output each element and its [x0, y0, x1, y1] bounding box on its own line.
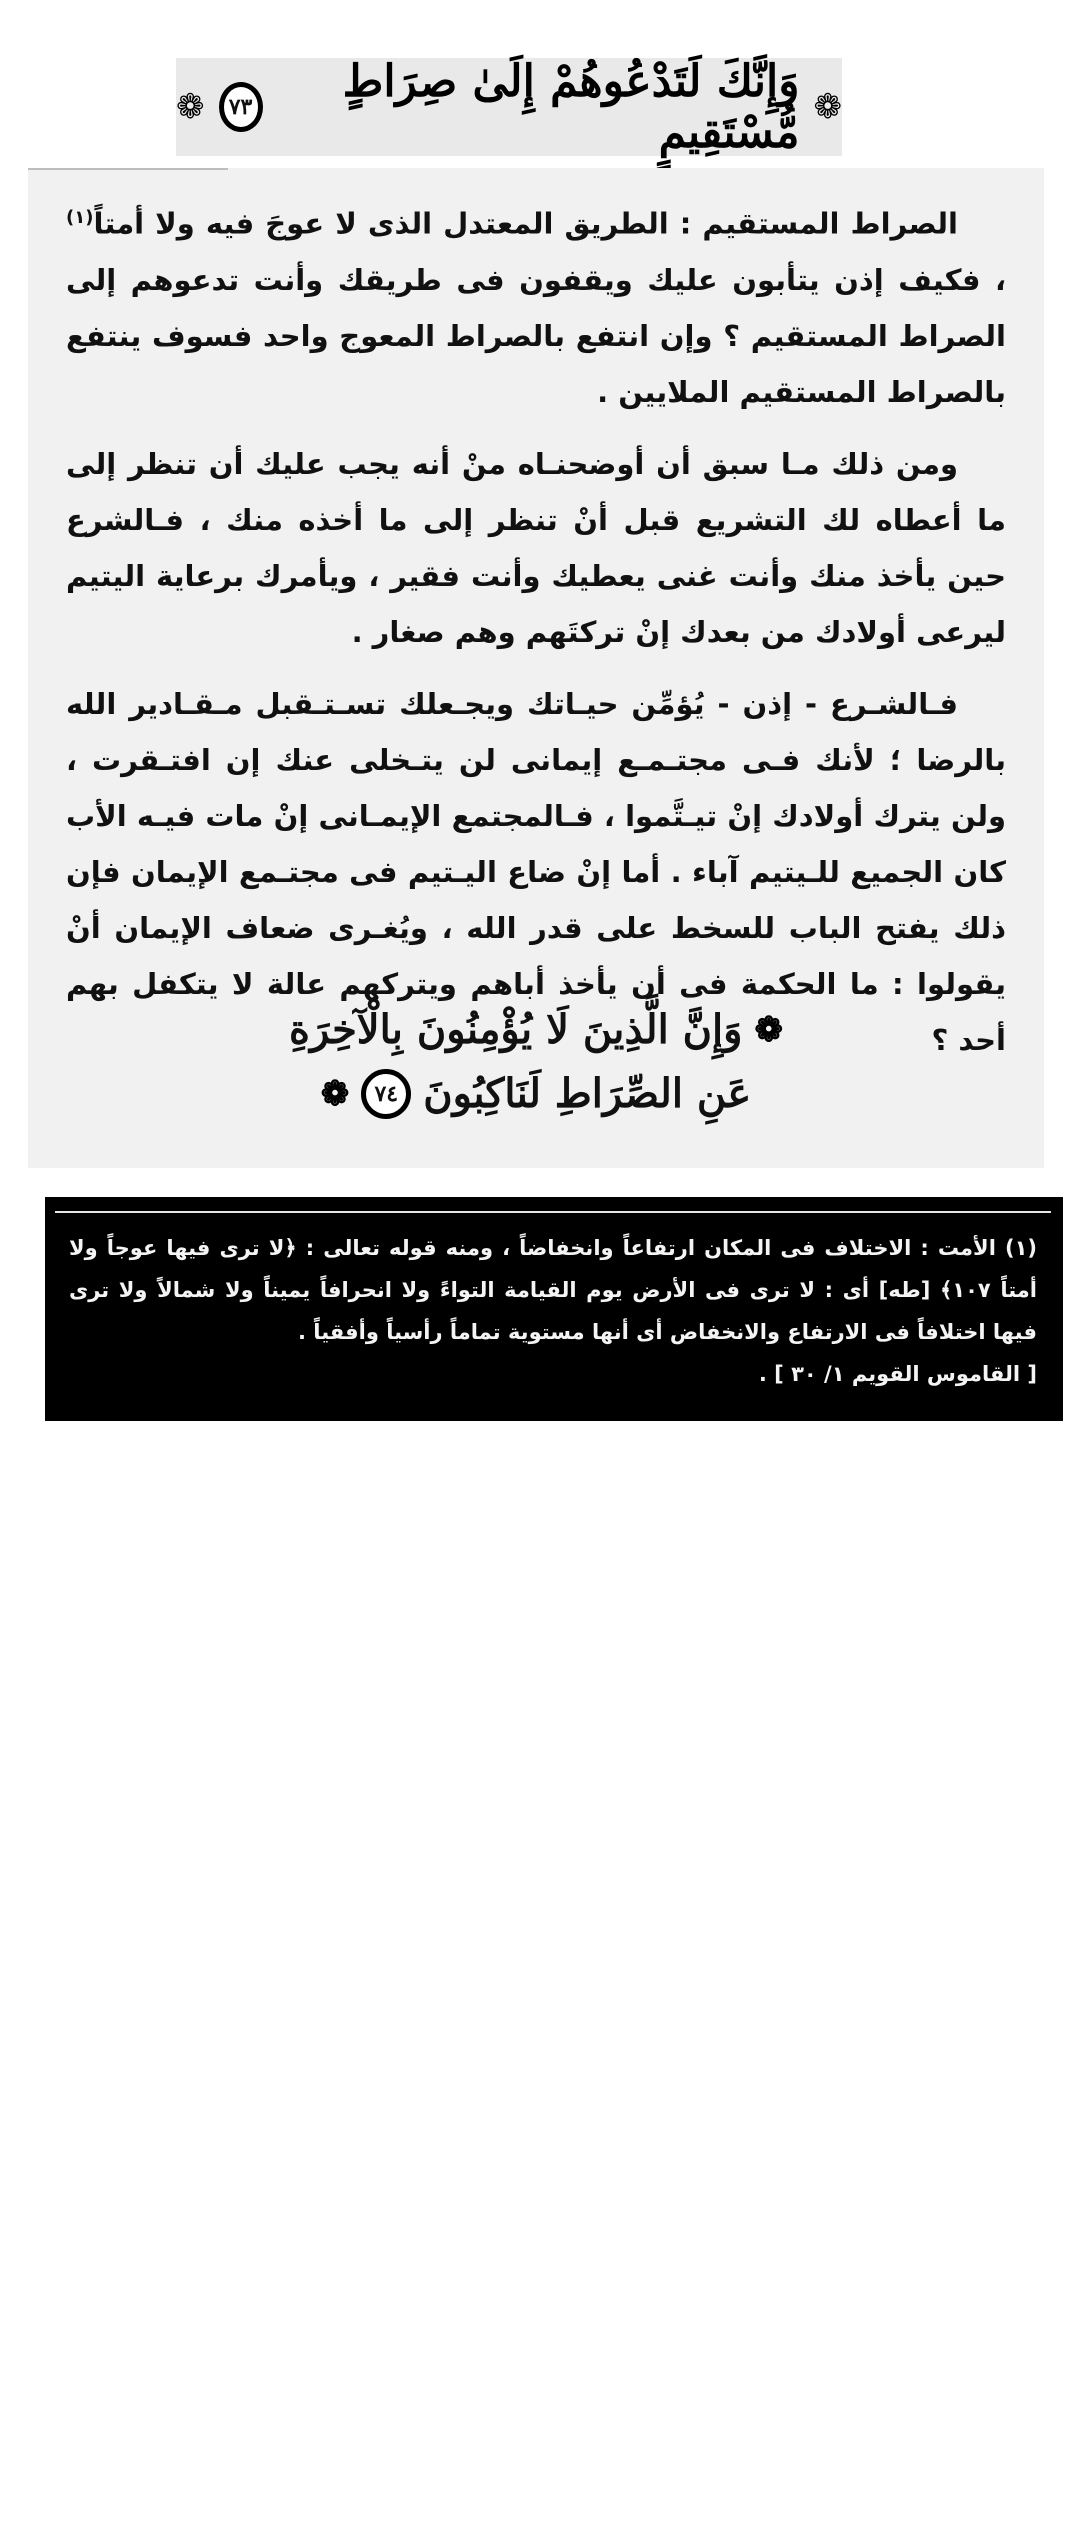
ornament-right-icon: ❁	[813, 87, 842, 127]
footnote-body: (١) الأمت : الاختلاف فى المكان ارتفاعاً وانخفاضاً ، ومنه قوله تعالى : ﴿لا ترى فيها عوجاً ولا أمتاً ١٠٧﴾ [طه] أى : لا ترى فى الأرض يوم القيامة التواءً ولا انحرافاً يميناً ولا شمالاً ولا ترى فيها اختلافاً فى الارتفاع والانخفاض أى أنها مستوية تماماً رأسياً وأفقياً .	[69, 1236, 1038, 1344]
footnote-divider	[55, 1211, 1051, 1213]
paragraph-1-text: الصراط المستقيم : الطريق المعتدل الذى لا عوجَ فيه ولا أمتاً	[93, 206, 958, 241]
paragraph-2: ومن ذلك مـا سبق أن أوضحنـاه منْ أنه يجب عليك أن تنظر إلى ما أعطاه لك التشريع قبل أنْ تنظر إلى ما أخذه منك ، فـالشرع حين يأخذ منك وأنت غنى يعطيك وأنت فقير ، ويأمرك برعاية اليتيم ليرعى أولادك من بعدك إنْ تركتَهم وهم صغار .	[66, 446, 1006, 649]
closing-verse-line-2-row	[28, 1062, 1044, 1126]
body-text	[66, 190, 1006, 1084]
closing-verse-line-1: وَإِنَّ الَّذِينَ لَا يُؤْمِنُونَ بِالْآخِرَةِ	[289, 1006, 743, 1053]
page-scan	[28, 168, 1044, 1168]
ornament-icon: ❁	[320, 1074, 350, 1114]
closing-verse-line-1-row	[28, 998, 1044, 1062]
paragraph-1-continued: فكيف إذن يتأبون عليك ويقفون فى طريقك وأنت تدعوهم إلى الصراط المستقيم ؟ وإن انتفع بالصراط المعوج واحد فسوف ينتفع بالصراط المستقيم الملايين .	[66, 262, 1006, 409]
ornament-left-icon: ❁	[176, 87, 205, 127]
closing-verse-line-2: عَنِ الصِّرَاطِ لَنَاكِبُونَ	[423, 1070, 752, 1117]
ayah-number-badge: ٧٣	[219, 82, 263, 132]
paragraph-3: فـالشـرع - إذن - يُؤمِّن حيـاتك ويجـعلك تسـتـقبل مـقـادير الله بالرضا ؛ لأنك فـى مجتـمـع إيمانى لن يتـخلى عنك إن افتـقرت ، ولن يترك أولادك إنْ تيـتَّموا ، فـالمجتمع الإيمـانى إنْ مات فيـه الأب كان الجميع للـيتيم آباء . أما إنْ ضاع اليـتيم فى مجتـمع الإيمان فإن ذلك يفتح الباب للسخط على قدر الله ، ويُغـرى ضعاف الإيمان أنْ يقولوا : ما الحكمة فى أن يأخذ أباهم ويتركهم عالة لا يتكفل بهم أحد ؟	[66, 686, 1006, 1057]
footnote-text	[69, 1227, 1037, 1395]
footnote-box	[45, 1197, 1063, 1421]
footnote-source: [ القاموس القويم ١/ ٣٠ ] .	[758, 1362, 1037, 1386]
closing-ayah-number-badge: ٧٤	[361, 1069, 411, 1119]
ornament-icon: ❁	[754, 1010, 783, 1050]
header-verse-text: وَإِنَّكَ لَتَدْعُوهُمْ إِلَىٰ صِرَاطٍ مُّسْتَقِيمٍ	[342, 56, 800, 158]
footnote-marker: (١)	[66, 207, 94, 228]
header-verse-banner	[176, 58, 842, 156]
closing-verse	[28, 998, 1044, 1126]
paragraph-1: الصراط المستقيم : الطريق المعتدل الذى لا عوجَ فيه ولا أمتاً$^{(١)}$ ، فكيف إذن يتأبون عليك ويقفون فى طريقك وأنت تدعوهم إلى الصراط المستقيم ؟ وإن انتفع بالصراط المعوج واحد فسوف ينتفع بالصراط المستقيم الملايين .	[66, 206, 1007, 409]
